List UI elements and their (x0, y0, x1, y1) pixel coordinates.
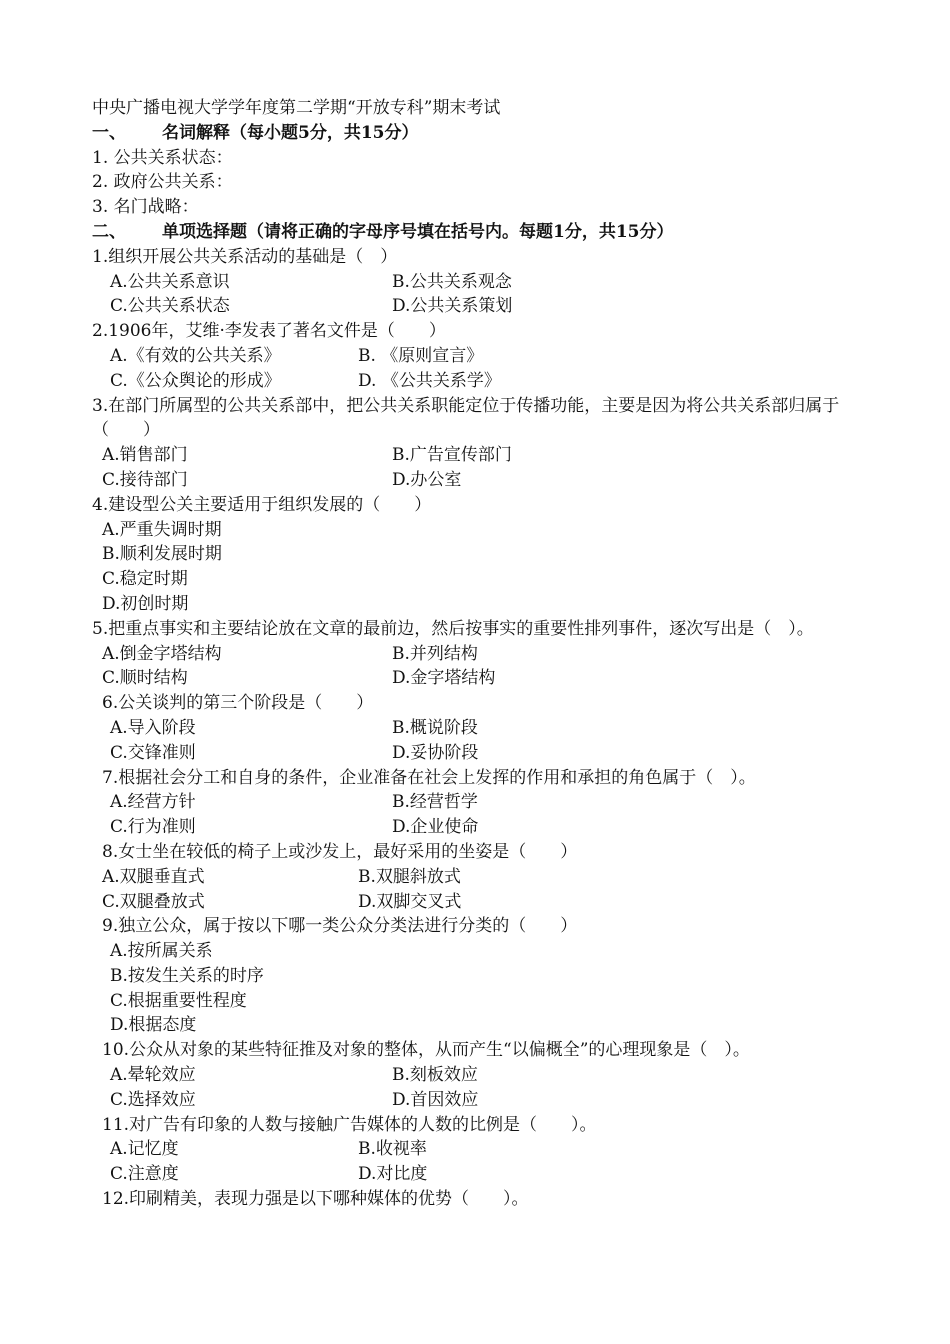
option-a: A.双腿垂直式 (102, 866, 205, 887)
option-c: C.行为准则 (110, 817, 196, 838)
question-stem: 2.1906年，艾维·李发表了著名文件是（ ） (92, 321, 446, 342)
option-row (92, 865, 872, 890)
option-row (92, 294, 872, 319)
option-b: B.公共关系观念 (392, 271, 512, 292)
option-row (92, 468, 872, 493)
option-d: D.根据态度 (110, 1015, 197, 1036)
option-d: D.妥协阶段 (392, 742, 479, 763)
exam-title: 中央广播电视大学学年度第二学期“开放专科”期末考试 (92, 98, 501, 118)
section2-number: 二、 (92, 221, 126, 242)
term-item: 3. 名门战略： (92, 197, 199, 218)
option-a: A.经营方针 (110, 792, 196, 813)
option-c: C.《公众舆论的形成》 (110, 370, 281, 391)
option-d: D.对比度 (358, 1164, 428, 1185)
option-a: A.按所属关系 (110, 941, 213, 962)
option-d: D.金字塔结构 (392, 668, 496, 689)
option-a: A.记忆度 (110, 1139, 179, 1160)
term-item: 1. 公共关系状态： (92, 147, 233, 168)
question-stem: 10.公众从对象的某些特征推及对象的整体，从而产生“以偏概全”的心理现象是（ ）。 (102, 1040, 750, 1061)
option-d: D.初创时期 (102, 593, 189, 614)
option-c: C.交锋准则 (110, 742, 196, 763)
option-a: A.严重失调时期 (102, 519, 222, 540)
option-c: C.注意度 (110, 1164, 179, 1185)
option-b: B.广告宣传部门 (392, 445, 512, 466)
option-c: C.公共关系状态 (110, 296, 230, 317)
option-row (92, 790, 872, 815)
section2-heading (92, 220, 872, 245)
option-row (92, 1088, 872, 1113)
option-row (92, 741, 872, 766)
option-d: D.双脚交叉式 (358, 891, 462, 912)
question-stem: 12.印刷精美，表现力强是以下哪种媒体的优势（ ）。 (102, 1189, 529, 1210)
section1-number: 一、 (92, 122, 126, 143)
question-stem: 8.女士坐在较低的椅子上或沙发上，最好采用的坐姿是（ ） (102, 841, 578, 862)
option-a: A.销售部门 (102, 445, 188, 466)
option-b: B. 《原则宣言》 (358, 345, 484, 366)
option-b: B.收视率 (358, 1139, 427, 1160)
option-row (92, 815, 872, 840)
term-item: 2. 政府公共关系： (92, 172, 233, 193)
option-row (92, 716, 872, 741)
option-c: C.选择效应 (110, 1089, 196, 1110)
option-a: A.倒金字塔结构 (102, 643, 222, 664)
option-row (92, 890, 872, 915)
option-row (92, 270, 872, 295)
option-row (92, 642, 872, 667)
option-row (92, 1137, 872, 1162)
question-stem: 5.把重点事实和主要结论放在文章的最前边，然后按事实的重要性排列事件，逐次写出是（ ）。 (92, 618, 814, 639)
option-a: A.晕轮效应 (110, 1065, 196, 1086)
question-stem: 11.对广告有印象的人数与接触广告媒体的人数的比例是（ ）。 (102, 1114, 597, 1135)
option-b: B.经营哲学 (392, 792, 478, 813)
option-row (92, 344, 872, 369)
section2-title: 单项选择题（请将正确的字母序号填在括号内。每题1分，共15分） (162, 221, 674, 242)
option-b: B.双腿斜放式 (358, 866, 461, 887)
option-b: B.刻板效应 (392, 1065, 478, 1086)
option-d: D.首因效应 (392, 1089, 479, 1110)
option-row (92, 443, 872, 468)
option-c: C.顺时结构 (102, 668, 188, 689)
option-d: D.公共关系策划 (392, 296, 513, 317)
section1-heading (92, 121, 872, 146)
option-row (92, 666, 872, 691)
question-stem: 7.根据社会分工和自身的条件，企业准备在社会上发挥的作用和承担的角色属于（ ）。 (102, 767, 756, 788)
exam-content (92, 96, 872, 1212)
option-row (92, 1063, 872, 1088)
question-stem: 4.建设型公关主要适用于组织发展的（ ） (92, 494, 432, 515)
option-b: B.概说阶段 (392, 717, 478, 738)
option-b: B.并列结构 (392, 643, 478, 664)
option-b: B.顺利发展时期 (102, 544, 222, 565)
option-a: A.《有效的公共关系》 (110, 345, 281, 366)
option-d: D. 《公共关系学》 (358, 370, 501, 391)
option-a: A.公共关系意识 (110, 271, 230, 292)
question-stem: 9.独立公众，属于按以下哪一类公众分类法进行分类的（ ） (102, 916, 578, 937)
option-c: C.稳定时期 (102, 569, 188, 590)
question-stem: 6.公关谈判的第三个阶段是（ ） (102, 693, 374, 714)
question-stem: 3.在部门所属型的公共关系部中，把公共关系职能定位于传播功能，主要是因为将公共关系部归属于（ ） (92, 395, 840, 441)
option-c: C.根据重要性程度 (110, 990, 247, 1011)
option-b: B.按发生关系的时序 (110, 965, 264, 986)
option-row (92, 369, 872, 394)
question-stem: 1.组织开展公共关系活动的基础是（ ） (92, 246, 398, 267)
option-row (92, 1162, 872, 1187)
option-c: C.双腿叠放式 (102, 891, 205, 912)
option-d: D.企业使命 (392, 817, 479, 838)
option-a: A.导入阶段 (110, 717, 196, 738)
option-d: D.办公室 (392, 469, 462, 490)
section1-title: 名词解释（每小题5分，共15分） (162, 122, 419, 143)
option-c: C.接待部门 (102, 469, 188, 490)
